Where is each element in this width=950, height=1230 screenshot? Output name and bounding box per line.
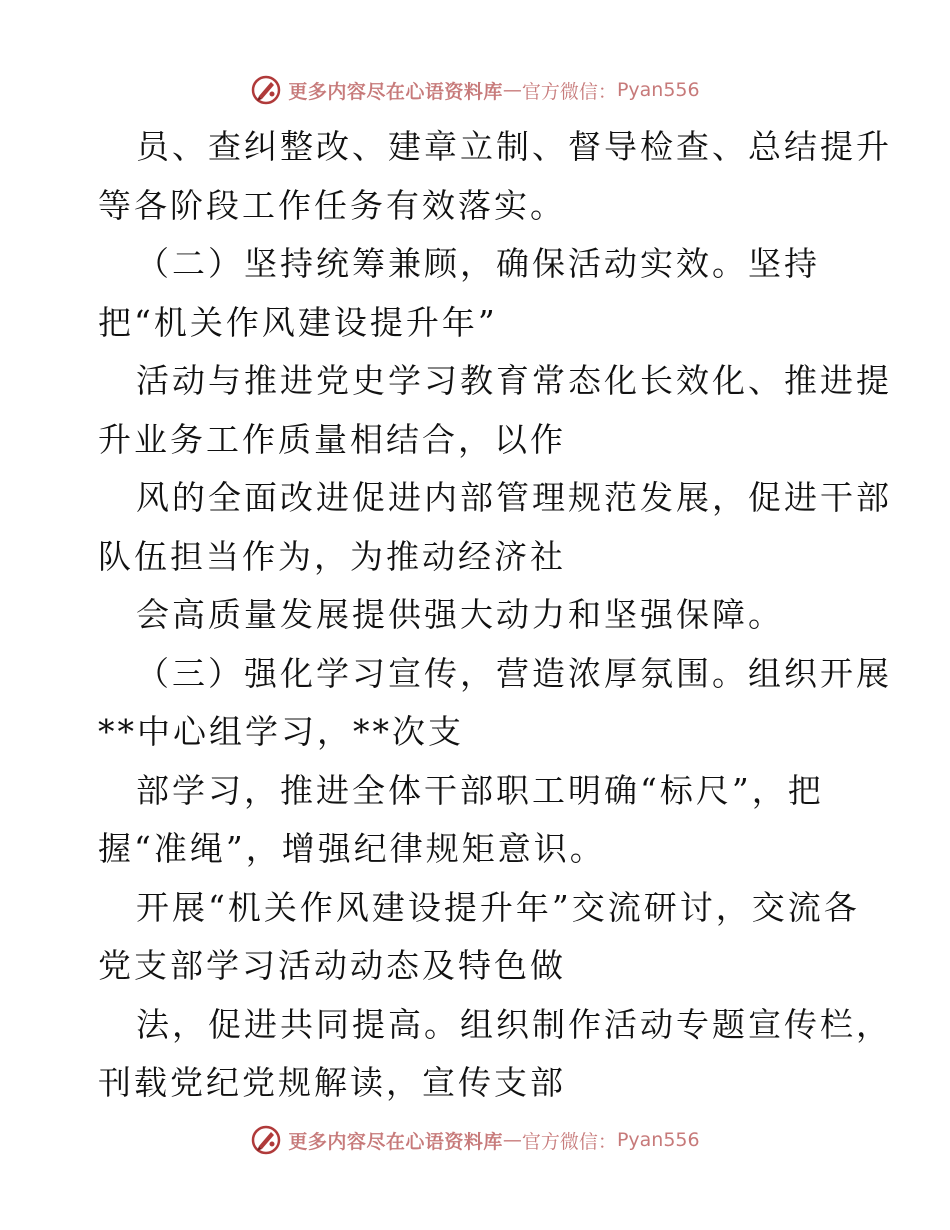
- banner-wechat-id: Pyan556: [616, 1129, 700, 1151]
- document-body: [98, 118, 892, 1113]
- text-line: 员、查纠整改、建章立制、督导检查、总结提升: [136, 127, 892, 166]
- text-line: 开展“机关作风建设提升年”交流研讨，交流各: [136, 887, 860, 927]
- banner-wechat-label: 官方微信：: [521, 80, 617, 103]
- text-line: 升业务工作质量相结合，以作: [98, 419, 566, 459]
- text-line: 会高质量发展提供强大动力和坚强保障。: [136, 595, 784, 634]
- text-line: （三）强化学习宣传，营造浓厚氛围。组织开展: [136, 653, 892, 693]
- text-line: 把“机关作风建设提升年”: [98, 302, 498, 342]
- banner-wechat-id: Pyan556: [616, 79, 700, 101]
- header-banner: [0, 70, 950, 110]
- brush-pen-logo-icon: [250, 74, 282, 106]
- text-line: 活动与推进党史学习教育常态化长效化、推进提: [136, 361, 892, 400]
- banner-wechat-label: 官方微信：: [521, 1130, 617, 1153]
- banner-dash: —: [502, 79, 522, 101]
- text-line: 握“准绳”，增强纪律规矩意识。: [98, 829, 606, 868]
- footer-banner: [0, 1120, 950, 1160]
- text-line: 法，促进共同提高。组织制作活动专题宣传栏，: [136, 1004, 892, 1044]
- text-line: 刊载党纪党规解读，宣传支部: [98, 1063, 566, 1102]
- text-line: 队伍担当作为，为推动经济社: [98, 536, 566, 576]
- brush-pen-logo-icon: [250, 1124, 282, 1156]
- text-line: 等各阶段工作任务有效落实。: [98, 185, 566, 225]
- banner-dash: —: [502, 1129, 522, 1151]
- text-line: 风的全面改进促进内部管理规范发展，促进干部: [136, 478, 892, 517]
- text-line: **中心组学习，**次支: [98, 712, 464, 751]
- banner-site-text: 更多内容尽在心语资料库: [288, 1130, 503, 1153]
- banner-site-text: 更多内容尽在心语资料库: [288, 80, 503, 103]
- text-line: （二）坚持统筹兼顾，确保活动实效。坚持: [136, 244, 820, 283]
- text-line: 党支部学习活动动态及特色做: [98, 946, 566, 985]
- text-line: 部学习，推进全体干部职工明确“标尺”，把: [136, 770, 824, 810]
